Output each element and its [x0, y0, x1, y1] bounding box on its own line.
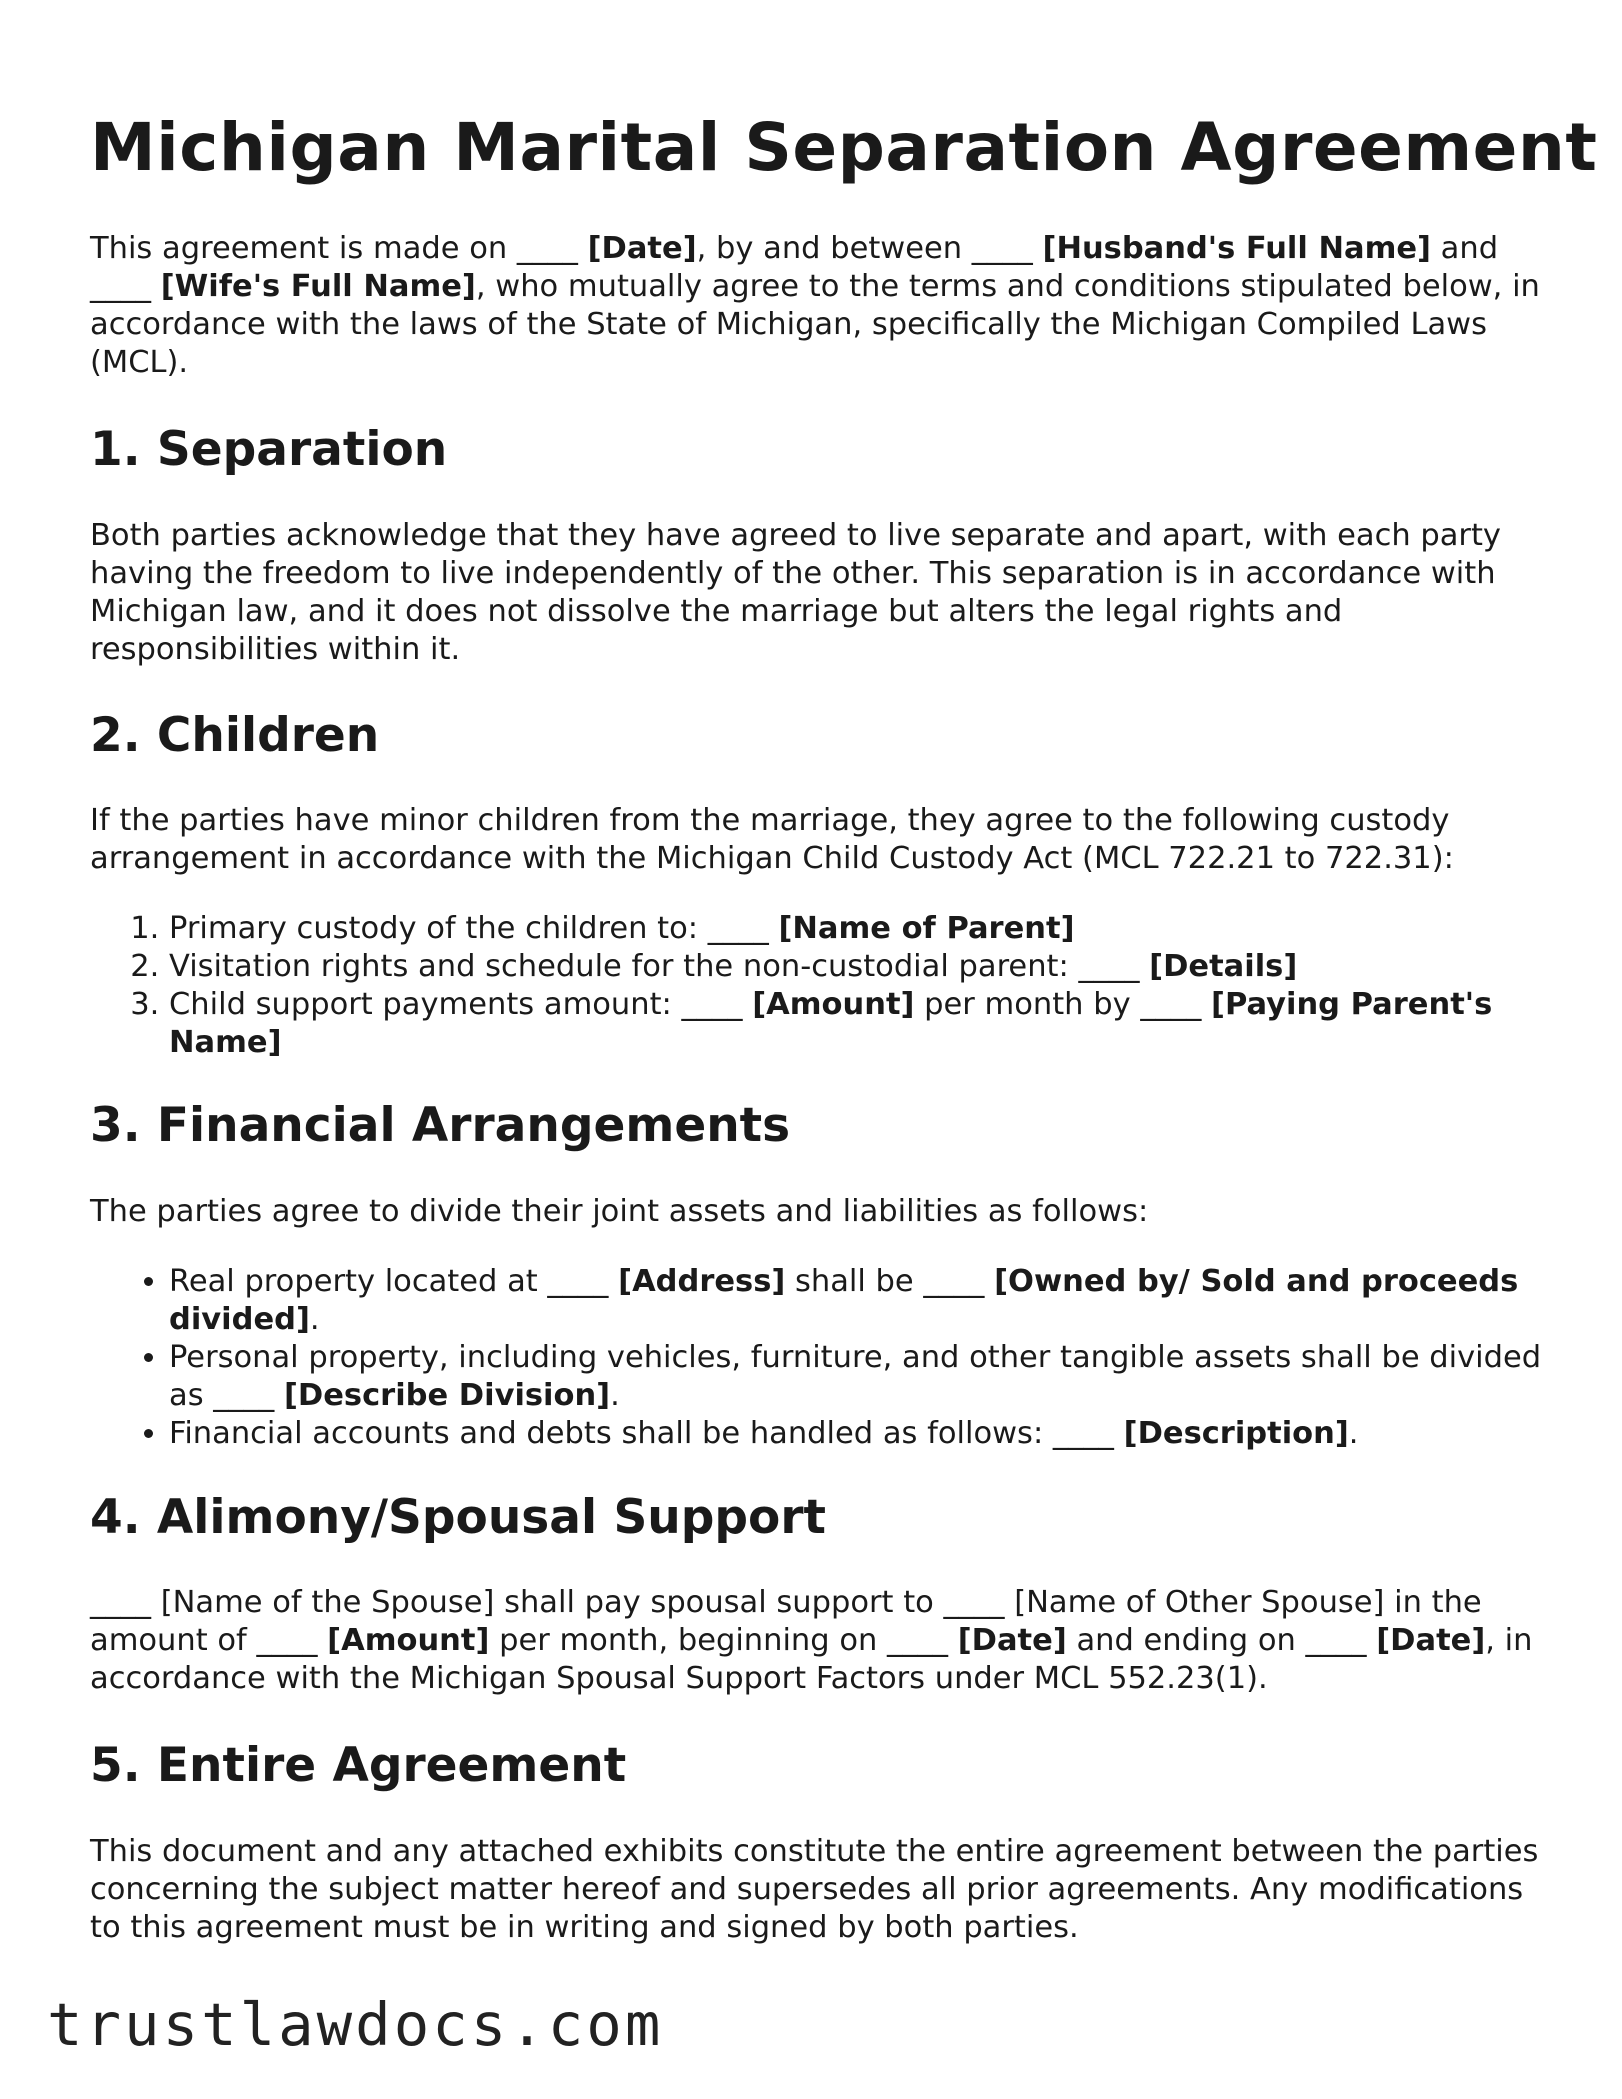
section-heading-separation: 1. Separation	[90, 422, 448, 477]
list-item	[169, 948, 1560, 986]
paragraph-text: per month, beginning on ____	[489, 1623, 958, 1658]
page-title: Michigan Marital Separation Agreement	[90, 109, 1598, 186]
list-item-text: Primary custody of the children to: ____	[169, 911, 779, 946]
placeholder-text: [Owned by/ Sold and proceeds divided]	[169, 1264, 1519, 1337]
watermark: trustlawdocs.com	[47, 1990, 664, 2059]
alimony-paragraph	[90, 1584, 1560, 1698]
children-paragraph: If the parties have minor children from the marriage, they agree to the following custody arrangement in accordance with the Michigan Child Custody Act (MCL 722.21 to 722.31):	[90, 803, 1454, 876]
list-item-text: Child support payments amount: ____	[169, 987, 753, 1022]
section-heading-financial: 3. Financial Arrangements	[90, 1098, 791, 1153]
intro-text: This agreement is made on ____	[90, 231, 588, 266]
entire-agreement-paragraph: This document and any attached exhibits constitute the entire agreement between the parties concerning the subject matter hereof and supersedes all prior agreements. Any modifications to this agreement must be in writing and signed by both parties.	[90, 1834, 1539, 1945]
children-list	[90, 910, 1560, 1062]
list-item-text: per month by ____	[914, 987, 1212, 1022]
list-item-text: .	[1348, 1416, 1359, 1451]
placeholder-text: [Amount]	[327, 1623, 490, 1658]
placeholder-text: [Date]	[957, 1623, 1067, 1658]
separation-paragraph: Both parties acknowledge that they have agreed to live separate and apart, with each party having the freedom to live independently of the other. This separation is in accordance with Michigan law, and it does not dissolve the marriage but alters the legal rights and responsibilities within it.	[90, 518, 1501, 667]
intro-text: , by and between ____	[696, 231, 1043, 266]
intro-paragraph	[90, 230, 1560, 382]
intro-text: and ____	[90, 231, 1499, 304]
intro-date-placeholder: [Date]	[587, 231, 697, 266]
list-item-text: shall be ____	[785, 1264, 995, 1299]
financial-list	[90, 1263, 1560, 1453]
list-item	[169, 910, 1560, 948]
list-item-text: Personal property, including vehicles, furniture, and other tangible assets shall be divided as ____	[169, 1340, 1542, 1413]
list-item	[169, 1339, 1560, 1415]
placeholder-text: [Address]	[618, 1264, 786, 1299]
paragraph-text: and ending on ____	[1066, 1623, 1377, 1658]
intro-text: , who mutually agree to the terms and conditions stipulated below, in accordance with the laws of the State of Michigan, specifically the Michigan Compiled Laws (MCL).	[90, 269, 1540, 380]
placeholder-text: [Date]	[1376, 1623, 1486, 1658]
intro-husband-placeholder: [Husband's Full Name]	[1042, 231, 1431, 266]
section-heading-alimony: 4. Alimony/Spousal Support	[90, 1490, 826, 1545]
list-item-text: .	[309, 1302, 320, 1337]
placeholder-text: [Amount]	[752, 987, 915, 1022]
financial-paragraph: The parties agree to divide their joint assets and liabilities as follows:	[90, 1194, 1149, 1229]
placeholder-text: [Paying Parent's Name]	[169, 987, 1493, 1060]
paragraph-text: , in accordance with the Michigan Spousal Support Factors under MCL 552.23(1).	[90, 1623, 1533, 1696]
section-heading-entire-agreement: 5. Entire Agreement	[90, 1738, 627, 1793]
placeholder-text: [Describe Division]	[283, 1378, 611, 1413]
list-item	[169, 1415, 1560, 1453]
paragraph-text: ____ [Name of the Spouse] shall pay spousal support to ____ [Name of Other Spouse] in the amount of ____	[90, 1585, 1482, 1658]
placeholder-text: [Details]	[1149, 949, 1298, 984]
list-item-text: Visitation rights and schedule for the non-custodial parent: ____	[169, 949, 1150, 984]
placeholder-text: [Name of Parent]	[778, 911, 1075, 946]
intro-wife-placeholder: [Wife's Full Name]	[160, 269, 476, 304]
section-heading-children: 2. Children	[90, 708, 380, 763]
list-item-text: Real property located at ____	[169, 1264, 619, 1299]
list-item-text: Financial accounts and debts shall be handled as follows: ____	[169, 1416, 1124, 1451]
placeholder-text: [Description]	[1123, 1416, 1349, 1451]
list-item	[169, 986, 1560, 1062]
list-item-text: .	[610, 1378, 620, 1413]
list-item	[169, 1263, 1560, 1339]
